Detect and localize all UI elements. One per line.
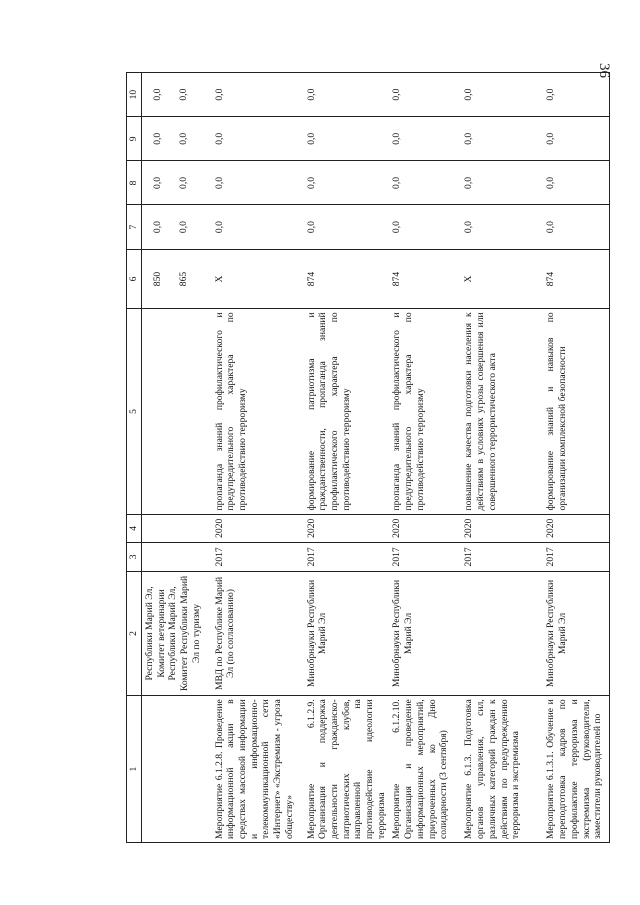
start-year: 2017	[304, 543, 390, 572]
executor-cell: Минобрнауки Республики Марий Эл	[543, 571, 609, 696]
value-2017: 0,0	[304, 205, 390, 249]
end-year	[142, 514, 212, 543]
column-number-row	[127, 73, 142, 843]
end-year: 2020	[304, 514, 390, 543]
col-number: 7	[127, 205, 142, 249]
executor-cell: Минобрнауки Республики Марий Эл	[389, 571, 461, 696]
value-2019: 0,0	[177, 132, 189, 145]
col-number: 9	[127, 117, 142, 161]
expected-result: формирование знаний и навыков по организации комплексной безопасности	[543, 309, 609, 514]
value-2020: 0,0	[304, 73, 390, 117]
kbk-code: 874	[389, 249, 461, 309]
executor-cell	[461, 571, 543, 696]
table-row	[304, 73, 390, 843]
value-2019: 0,0	[212, 117, 304, 161]
measure-name: Мероприятие 6.1.2.10. Организация и проведение информационных мероприятий, приуроченных ко Дню солидарности (3 сентября)	[389, 696, 461, 843]
value-2017: 0,0	[212, 205, 304, 249]
end-year: 2020	[461, 514, 543, 543]
value-cell	[142, 73, 212, 117]
expected-result	[142, 309, 212, 514]
value-2020: 0,0	[177, 88, 189, 101]
col-number: 3	[127, 543, 142, 572]
value-2017: 0,0	[389, 205, 461, 249]
end-year: 2020	[212, 514, 304, 543]
measure-name: Мероприятие 6.1.3. Подготовка органов управления, сил, различных категорий граждан к действиям по предупреждению терроризма и экстремизма	[461, 696, 543, 843]
value-2018: 0,0	[543, 161, 609, 205]
table-row	[389, 73, 461, 843]
expected-result: пропаганда знаний профилактического и предупредительного характера по противодействию терроризму	[212, 309, 304, 514]
end-year: 2020	[543, 514, 609, 543]
value-2019: 0,0	[461, 117, 543, 161]
expected-result: повышение качества подготовки населения к действиям в условиях угрозы совершения или совершенного террористического акта	[461, 309, 543, 514]
value-2018: 0,0	[212, 161, 304, 205]
start-year: 2017	[543, 543, 609, 572]
kbk-cell	[142, 249, 212, 309]
value-cell	[142, 205, 212, 249]
col-number: 6	[127, 249, 142, 309]
table-row	[543, 73, 609, 843]
value-2020: 0,0	[543, 73, 609, 117]
expected-result: пропаганда знаний профилактического и предупредительного характера по противодействию терроризму	[389, 309, 461, 514]
end-year: 2020	[389, 514, 461, 543]
col-number: 2	[127, 571, 142, 696]
start-year	[142, 543, 212, 572]
value-2017: 0,0	[152, 221, 163, 234]
col-number: 1	[127, 696, 142, 843]
col-number: 5	[127, 309, 142, 514]
kbk-code: X	[212, 249, 304, 309]
executor-cell: МВД по Республике Марий Эл (по согласованию)	[212, 571, 304, 696]
executor-cell: Республики Марий Эл, Комитет ветеринарии Республики Марий Эл, Комитет Республики Марий Эл по туризму	[142, 571, 212, 696]
table-row	[212, 73, 304, 843]
value-2019: 0,0	[389, 117, 461, 161]
value-2020: 0,0	[212, 73, 304, 117]
measure-name: Мероприятие 6.1.3.1. Обучение и переподготовка кадров по профилактике терроризма и экстремизма (руководители, заместители руководителей по	[543, 696, 609, 843]
start-year: 2017	[389, 543, 461, 572]
value-2017: 0,0	[177, 221, 189, 234]
start-year: 2017	[212, 543, 304, 572]
kbk-code: 850	[152, 271, 163, 287]
col-number: 10	[127, 73, 142, 117]
start-year: 2017	[461, 543, 543, 572]
value-cell	[142, 161, 212, 205]
col-number: 8	[127, 161, 142, 205]
value-2018: 0,0	[152, 176, 163, 189]
page-number: 36	[596, 63, 612, 78]
kbk-code: 865	[177, 271, 189, 287]
rotated-table-container	[126, 72, 605, 843]
kbk-code: 874	[543, 249, 609, 309]
value-2018: 0,0	[304, 161, 390, 205]
value-2018: 0,0	[177, 176, 189, 189]
value-2019: 0,0	[152, 132, 163, 145]
value-cell	[142, 117, 212, 161]
measure-name: Мероприятие 6.1.2.9. Организация и поддержка деятельности гражданско-патриотических клубов, направленной на противодействие идеологии терроризма	[304, 696, 390, 843]
program-measures-table	[126, 72, 610, 843]
kbk-code: X	[461, 249, 543, 309]
value-2020: 0,0	[152, 88, 163, 101]
table-row	[142, 73, 212, 843]
value-2017: 0,0	[461, 205, 543, 249]
value-2019: 0,0	[304, 117, 390, 161]
value-2018: 0,0	[389, 161, 461, 205]
executor-cell: Минобрнауки Республики Марий Эл	[304, 571, 390, 696]
value-2018: 0,0	[461, 161, 543, 205]
expected-result: формирование патриотизма и гражданственности, пропаганда знаний профилактического характера по противодействию терроризму	[304, 309, 390, 514]
value-2020: 0,0	[461, 73, 543, 117]
measure-name	[142, 696, 212, 843]
table-row	[461, 73, 543, 843]
col-number: 4	[127, 514, 142, 543]
measure-name: Мероприятие 6.1.2.8. Проведение информационной акции в средствах массовой информации и информационно-телекоммуникационной сети «Интернет» «Экстремизм - угроза обществу»	[212, 696, 304, 843]
value-2020: 0,0	[389, 73, 461, 117]
value-2019: 0,0	[543, 117, 609, 161]
value-2017: 0,0	[543, 205, 609, 249]
kbk-code: 874	[304, 249, 390, 309]
